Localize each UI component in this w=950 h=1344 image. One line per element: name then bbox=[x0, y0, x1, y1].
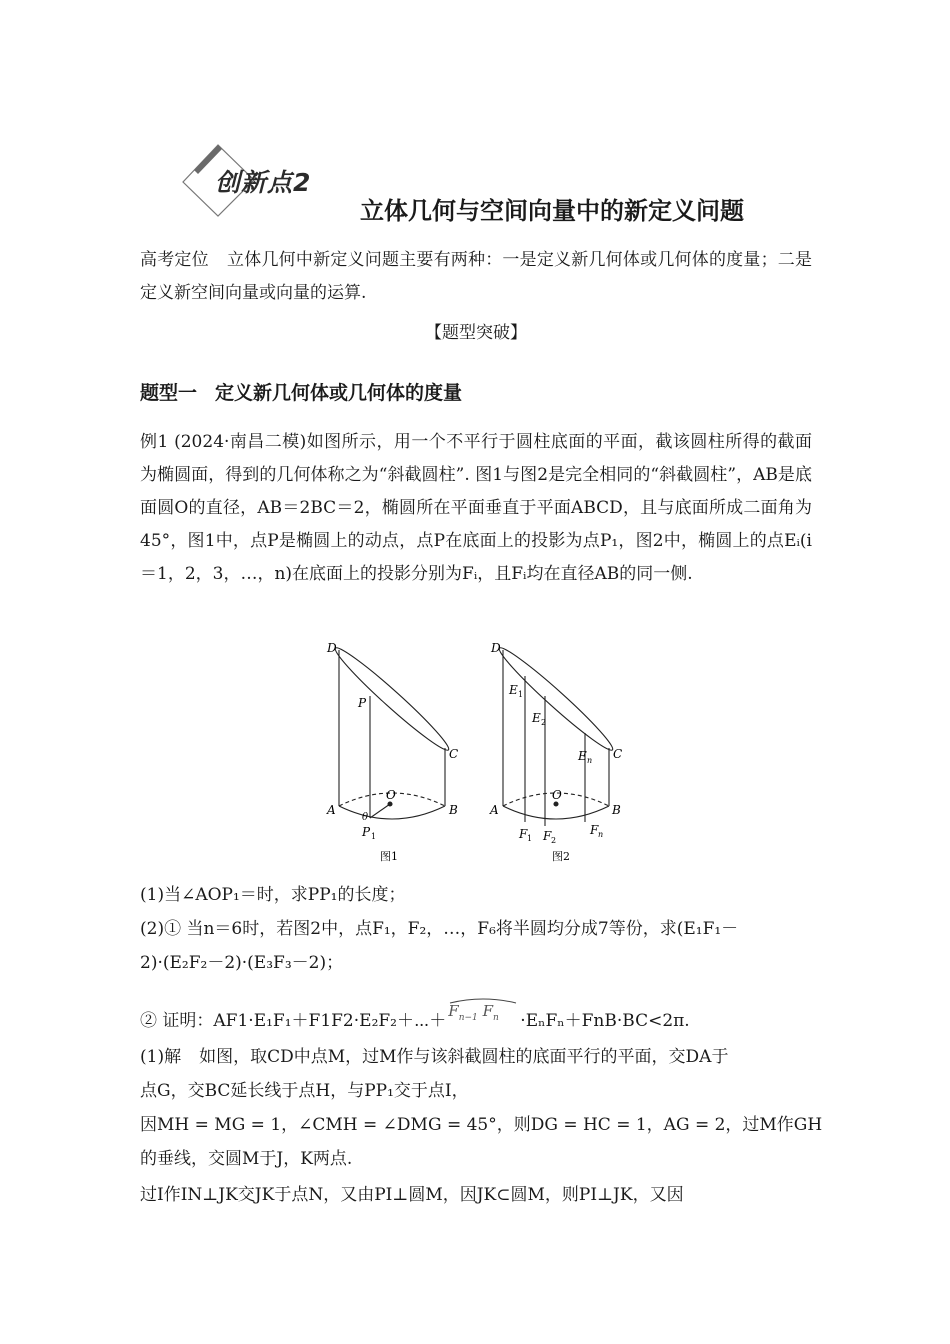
intro-paragraph bbox=[140, 244, 812, 310]
solution-label: (1)解 bbox=[140, 1047, 182, 1067]
fig2-label-e1-sub: 1 bbox=[518, 690, 524, 699]
arc-a: F bbox=[448, 1002, 459, 1020]
badge-label: 创新点2 bbox=[215, 168, 312, 197]
breakthrough-heading: 【题型突破】 bbox=[425, 323, 527, 343]
fig1-base-front bbox=[339, 806, 445, 819]
fig2-label-c: C bbox=[613, 747, 623, 761]
question-3-suffix: ·EₙFₙ＋FnB·BC<2π. bbox=[520, 1011, 690, 1031]
arc-b: F bbox=[482, 1002, 493, 1020]
example-paragraph bbox=[140, 426, 812, 591]
intro-label: 高考定位 bbox=[140, 250, 209, 270]
fig1-label-o: O bbox=[386, 788, 396, 802]
fig2-label-fn: F bbox=[590, 823, 599, 837]
fig1-label-d: D bbox=[327, 641, 337, 655]
fig2-label-f2-sub: 2 bbox=[551, 836, 557, 845]
intro-text: 立体几何中新定义问题主要有两种：一是定义新几何体或几何体的度量；二是定义新空间向量或向量的运算. bbox=[140, 250, 813, 303]
question-3-prefix: ② 证明：AF1·E₁F₁＋F1F2·E₂F₂＋⋯＋ bbox=[140, 1011, 447, 1031]
question-2a: (2)① 当n＝6时，若图2中，点F₁，F₂，…，F₆将半圆均分成7等份，求(E₁F₁－ bbox=[140, 919, 739, 939]
fig2-label-en-sub: n bbox=[587, 756, 593, 765]
fig2-label-f1: F bbox=[519, 827, 528, 841]
solution-line-4: 的垂线，交圆M于J，K两点. bbox=[140, 1149, 353, 1169]
fig1-label-b: B bbox=[449, 803, 458, 817]
fig1-caption: 图1 bbox=[380, 850, 398, 863]
fig2-label-e2-sub: 2 bbox=[541, 718, 547, 727]
fig2-label-f1-sub: 1 bbox=[527, 834, 533, 843]
fig1-label-p: P bbox=[358, 696, 367, 710]
solution-line-3: 因MH = MG = 1，∠CMH = ∠DMG = 45°，则DG = HC = 1，AG = 2，过M作GH bbox=[140, 1115, 823, 1135]
figures bbox=[320, 636, 640, 868]
solution-line-2: 点G，交BC延长线于点H，与PP₁交于点I， bbox=[140, 1081, 469, 1101]
fig1-segment-op1 bbox=[370, 804, 390, 818]
fig1-label-c: C bbox=[449, 747, 459, 761]
section-heading bbox=[140, 378, 462, 405]
question-2b: 2)·(E₂F₂－2)·(E₃F₃－2)； bbox=[140, 953, 344, 973]
arc-a-sub: n−1 bbox=[458, 1013, 478, 1023]
solution-text-1: 如图，取CD中点M，过M作与该斜截圆柱的底面平行的平面，交DA于 bbox=[199, 1047, 729, 1067]
fig2-label-f2: F bbox=[543, 829, 552, 843]
solution-line-1 bbox=[140, 1042, 728, 1067]
fig2-ellipse bbox=[494, 642, 618, 756]
fig2-label-e2: E bbox=[532, 711, 541, 725]
question-3 bbox=[140, 1002, 690, 1037]
fig2-label-o: O bbox=[552, 788, 562, 802]
arc-b-sub: n bbox=[493, 1013, 499, 1023]
example-text: 如图所示，用一个不平行于圆柱底面的平面，截该圆柱所得的截面为椭圆面，得到的几何体称之为“斜截圆柱”. 图1与图2是完全相同的“斜截圆柱”，AB是底面圆O的直径，AB＝2BC＝2，椭圆所在平面垂直于平面ABCD，且与底面所成二面角为45°，图1中，点P是椭圆上的动点，点P在底面上的投影为点P₁，图2中，椭圆上的点Eᵢ(i＝1，2，3，…，n)在底面上的投影分别为Fᵢ，且Fᵢ均在直径AB的同一侧. bbox=[140, 432, 812, 584]
arc-fraction bbox=[448, 1002, 518, 1037]
section-label: 题型一 bbox=[140, 382, 198, 404]
fig1-center-dot bbox=[388, 802, 392, 806]
fig1-label-a: A bbox=[327, 803, 336, 817]
example-label: 例1 bbox=[140, 432, 169, 452]
fig2-label-fn-sub: n bbox=[598, 830, 604, 839]
fig2-caption: 图2 bbox=[552, 850, 570, 863]
example-source: (2024·南昌二模) bbox=[174, 432, 307, 452]
fig2-label-en: E bbox=[578, 749, 587, 763]
fig1-label-p1-sub: 1 bbox=[371, 832, 377, 841]
fig2-label-e1: E bbox=[509, 683, 518, 697]
fig2-label-b: B bbox=[612, 803, 621, 817]
solution-line-5: 过I作IN⊥JK交JK于点N，又由PI⊥圆M，因JK⊂圆M，则PI⊥JK，又因 bbox=[140, 1185, 684, 1205]
fig1-label-p1: P bbox=[362, 825, 371, 839]
question-1: (1)当∠AOP₁＝时，求PP₁的长度； bbox=[140, 885, 406, 905]
fig2-label-d: D bbox=[491, 641, 501, 655]
fig2-label-a: A bbox=[490, 803, 499, 817]
fig1-ellipse bbox=[330, 642, 454, 756]
section-title: 定义新几何体或几何体的度量 bbox=[215, 382, 463, 404]
fig2-base-front bbox=[503, 806, 609, 819]
page-title: 立体几何与空间向量中的新定义问题 bbox=[360, 197, 744, 225]
fig1-label-theta: θ bbox=[362, 812, 369, 823]
fig2-center-dot bbox=[554, 802, 558, 806]
